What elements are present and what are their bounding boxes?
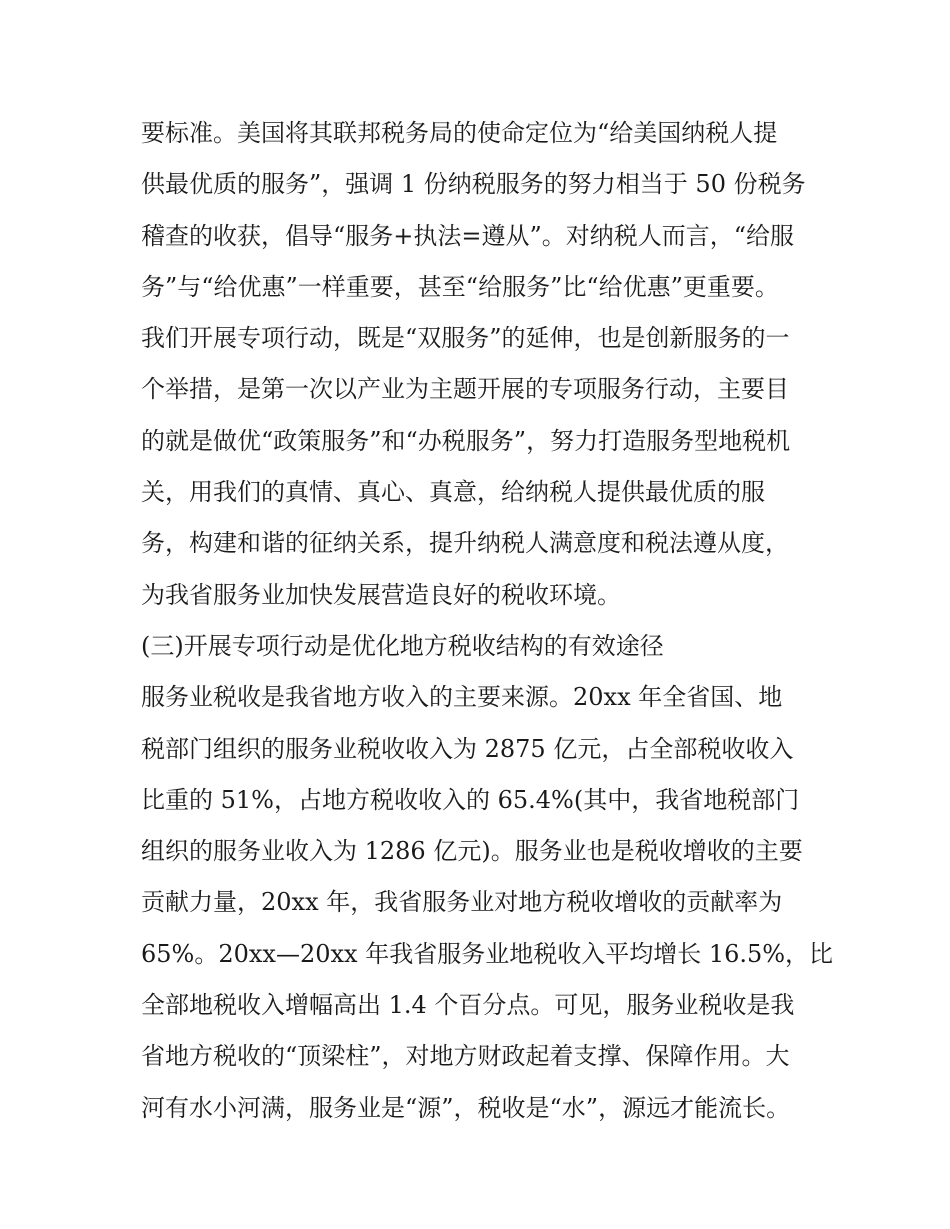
text-line: 服务业税收是我省地方收入的主要来源。20xx 年全省国、地 [141, 683, 783, 712]
text-line: 务”与“给优惠”一样重要，甚至“给服务”比“给优惠”更重要。 [141, 272, 779, 301]
text-line: 税部门组织的服务业税收收入为 2875 亿元，占全部税收收入 [141, 734, 794, 763]
text-line: 务，构建和谐的征纳关系，提升纳税人满意度和税法遵从度， [141, 529, 789, 558]
text-line: 为我省服务业加快发展营造良好的税收环境。 [141, 580, 621, 609]
text-line: 全部地税收入增幅高出 1.4 个百分点。可见，服务业税收是我 [141, 991, 795, 1020]
text-line: 河有水小河满，服务业是“源”，税收是“水”，源远才能流长。 [141, 1093, 791, 1122]
text-line: 省地方税收的“顶梁柱”，对地方财政起着支撑、保障作用。大 [141, 1042, 790, 1071]
text-line: 比重的 51%，占地方税收收入的 65.4%(其中，我省地税部门 [141, 785, 800, 814]
text-line: 贡献力量，20xx 年，我省服务业对地方税收增收的贡献率为 [141, 888, 783, 917]
text-line: 要标准。美国将其联邦税务局的使命定位为“给美国纳税人提 [141, 119, 778, 147]
text-line: 个举措，是第一次以产业为主题开展的专项服务行动，主要目 [141, 375, 789, 404]
section-heading: (三)开展专项行动是优化地方税收结构的有效途径 [141, 631, 664, 660]
text-line: 组织的服务业收入为 1286 亿元)。服务业也是税收增收的主要 [141, 837, 803, 866]
body-text [141, 108, 834, 1134]
text-line: 的就是做优“政策服务”和“办税服务”，努力打造服务型地税机 [141, 426, 791, 455]
text-line: 我们开展专项行动，既是“双服务”的延伸，也是创新服务的一 [141, 324, 790, 353]
text-line: 稽查的收获，倡导“服务+执法=遵从”。对纳税人而言，“给服 [141, 221, 795, 250]
text-line: 关，用我们的真情、真心、真意，给纳税人提供最优质的服 [141, 478, 765, 507]
text-line: 65%。20xx—20xx 年我省服务业地税收入平均增长 16.5%，比 [141, 939, 834, 968]
text-line: 供最优质的服务”，强调 1 份纳税服务的努力相当于 50 份税务 [141, 170, 806, 199]
